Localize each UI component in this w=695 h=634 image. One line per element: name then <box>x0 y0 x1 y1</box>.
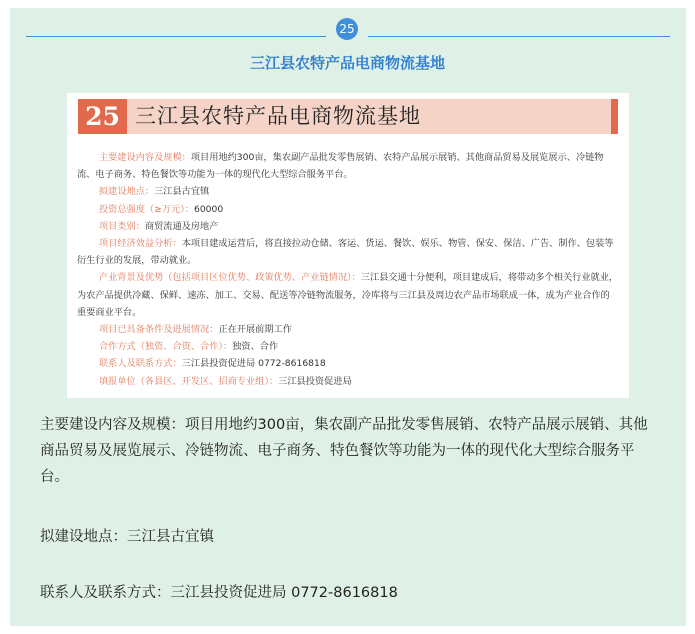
field-label: 投资总强度（≥万元）： <box>99 203 194 215</box>
field-value: 商贸流通及房地产 <box>144 220 219 232</box>
field-row <box>77 321 619 338</box>
field-value: 三江县交通十分便利，项目建成后，将带动多个相关行业就业，为农产品提供冷藏、保鲜、速冻、加工、交易、配送等冷链物流服务，冷库将与三江县及周边农产品市场联成一体，成为产业合作的重要商业平台。 <box>77 272 619 318</box>
paragraph-contact: 联系人及联系方式：三江县投资促进局 0772-8616818 <box>40 585 398 601</box>
card-header <box>78 99 618 134</box>
card-header-accent <box>611 99 618 134</box>
field-label: 主要建设内容及规模： <box>99 152 191 163</box>
field-value: 三江县投资促进局 <box>278 375 352 387</box>
field-value: 独资、合作 <box>232 341 279 353</box>
field-value: 三江县古宜镇 <box>154 186 210 198</box>
field-value: 正在开展前期工作 <box>218 324 292 336</box>
field-row <box>77 149 619 183</box>
field-row <box>77 338 619 355</box>
field-label: 项目经济效益分析： <box>99 238 182 250</box>
divider-left <box>26 36 326 37</box>
field-label: 项目已具备条件及进展情况： <box>99 324 219 336</box>
section-heading: 三江县农特产品电商物流基地 <box>249 54 445 72</box>
field-value: 本项目建成运营后，将直接拉动仓储、客运、货运、餐饮、娱乐、物管、保安、保洁、广告、制作、包装等衍生行业的发展，带动就业。 <box>77 238 614 267</box>
card-number: 25 <box>78 99 127 134</box>
field-row <box>77 201 619 218</box>
card-title: 三江县农特产品电商物流基地 <box>135 104 421 128</box>
field-value: 三江县投资促进局 0772-8616818 <box>181 358 326 370</box>
project-card-image <box>67 93 629 398</box>
field-label: 产业背景及优势（包括项目区位优势、政策优势、产业链情况）： <box>99 272 361 284</box>
paragraph-scale: 主要建设内容及规模：项目用地约300亩，集农副产品批发零售展销、农特产品展示展销、其他商品贸易及展览展示、冷链物流、电子商务、特色餐饮等功能为一体的现代化大型综合服务平台。 <box>40 417 648 485</box>
field-value: 60000 <box>193 203 224 215</box>
field-row <box>77 373 619 390</box>
field-row <box>77 269 619 321</box>
field-label: 项目类别： <box>99 220 145 232</box>
card-fields <box>77 149 619 390</box>
divider-right <box>368 36 670 37</box>
field-row <box>77 355 619 372</box>
field-row <box>77 183 619 200</box>
field-row <box>77 235 619 269</box>
paragraph-location: 拟建设地点：三江县古宜镇 <box>40 529 214 545</box>
number-badge: 25 <box>336 18 358 40</box>
field-label: 合作方式（独资、合资、合作）： <box>99 341 233 353</box>
field-label: 拟建设地点： <box>99 186 155 198</box>
field-value: 项目用地约300亩，集农副产品批发零售展销、农特产品展示展销、其他商品贸易及展览展示、冷链物流、电子商务、特色餐饮等功能为一体的现代化大型综合服务平台。 <box>77 152 604 181</box>
field-label: 填报单位（各县区、开发区、招商专业组）： <box>99 375 279 387</box>
field-label: 联系人及联系方式： <box>99 358 182 370</box>
field-row <box>77 218 619 235</box>
